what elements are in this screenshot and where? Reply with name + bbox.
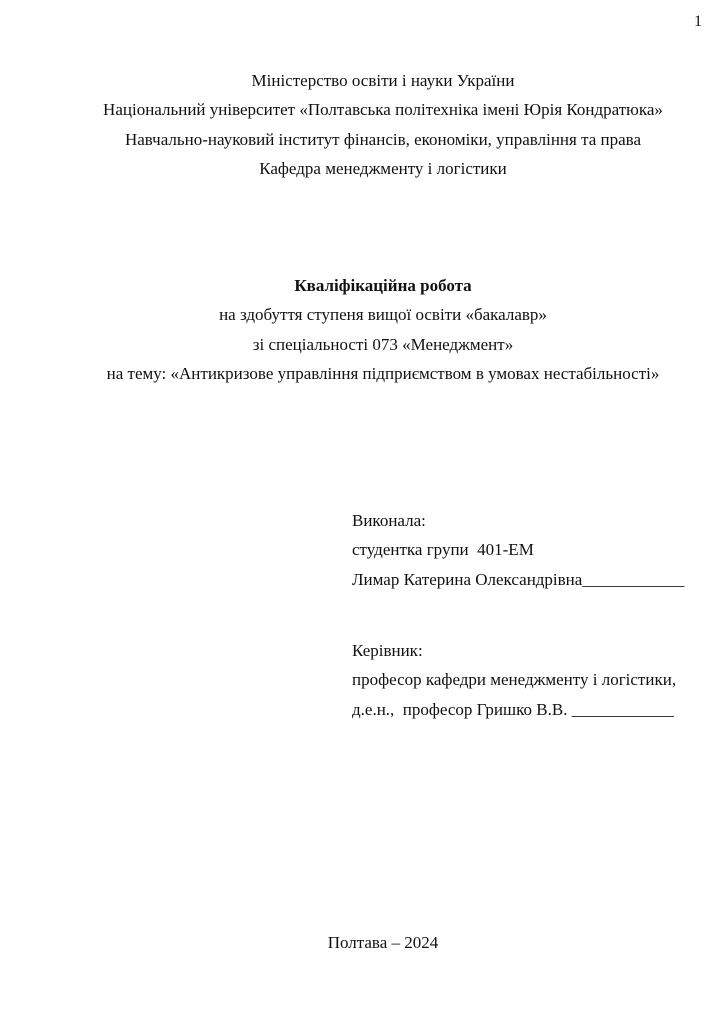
thesis-title: Кваліфікаційна робота <box>294 276 472 295</box>
supervisor-name-signature-line: д.е.н., професор Гришко В.В. ____________ <box>352 699 674 719</box>
supervisor-label: Керівник: <box>352 641 423 660</box>
institution-header <box>98 66 668 183</box>
supervisor-position-line: професор кафедри менеджменту і логістики, <box>352 670 677 690</box>
author-group-line: студентка групи 401-ЕМ <box>352 540 534 560</box>
topic-line: на тему: «Антикризове управління підприємством в умовах нестабільності» <box>106 363 660 383</box>
page-number: 1 <box>694 13 702 30</box>
footer-city-year-block <box>98 928 668 957</box>
degree-line: на здобуття ступеня вищої освіти «бакалавр» <box>219 305 547 325</box>
city-year: Полтава – 2024 <box>327 933 439 952</box>
institute-line: Навчально-науковий інститут фінансів, економіки, управління та права <box>124 129 642 149</box>
specialty-line: зі спеціальності 073 «Менеджмент» <box>252 334 514 354</box>
ministry-line: Міністерство освіти і науки України <box>251 71 515 90</box>
department-line: Кафедра менеджменту і логістики <box>259 158 507 178</box>
university-line: Національний університет «Полтавська політехніка імені Юрія Кондратюка» <box>103 100 663 120</box>
author-block <box>352 506 684 594</box>
supervisor-block <box>352 636 676 724</box>
author-name-signature-line: Лимар Катерина Олександрівна____________ <box>352 569 685 589</box>
author-label: Виконала: <box>352 511 426 530</box>
thesis-title-block <box>98 271 668 388</box>
